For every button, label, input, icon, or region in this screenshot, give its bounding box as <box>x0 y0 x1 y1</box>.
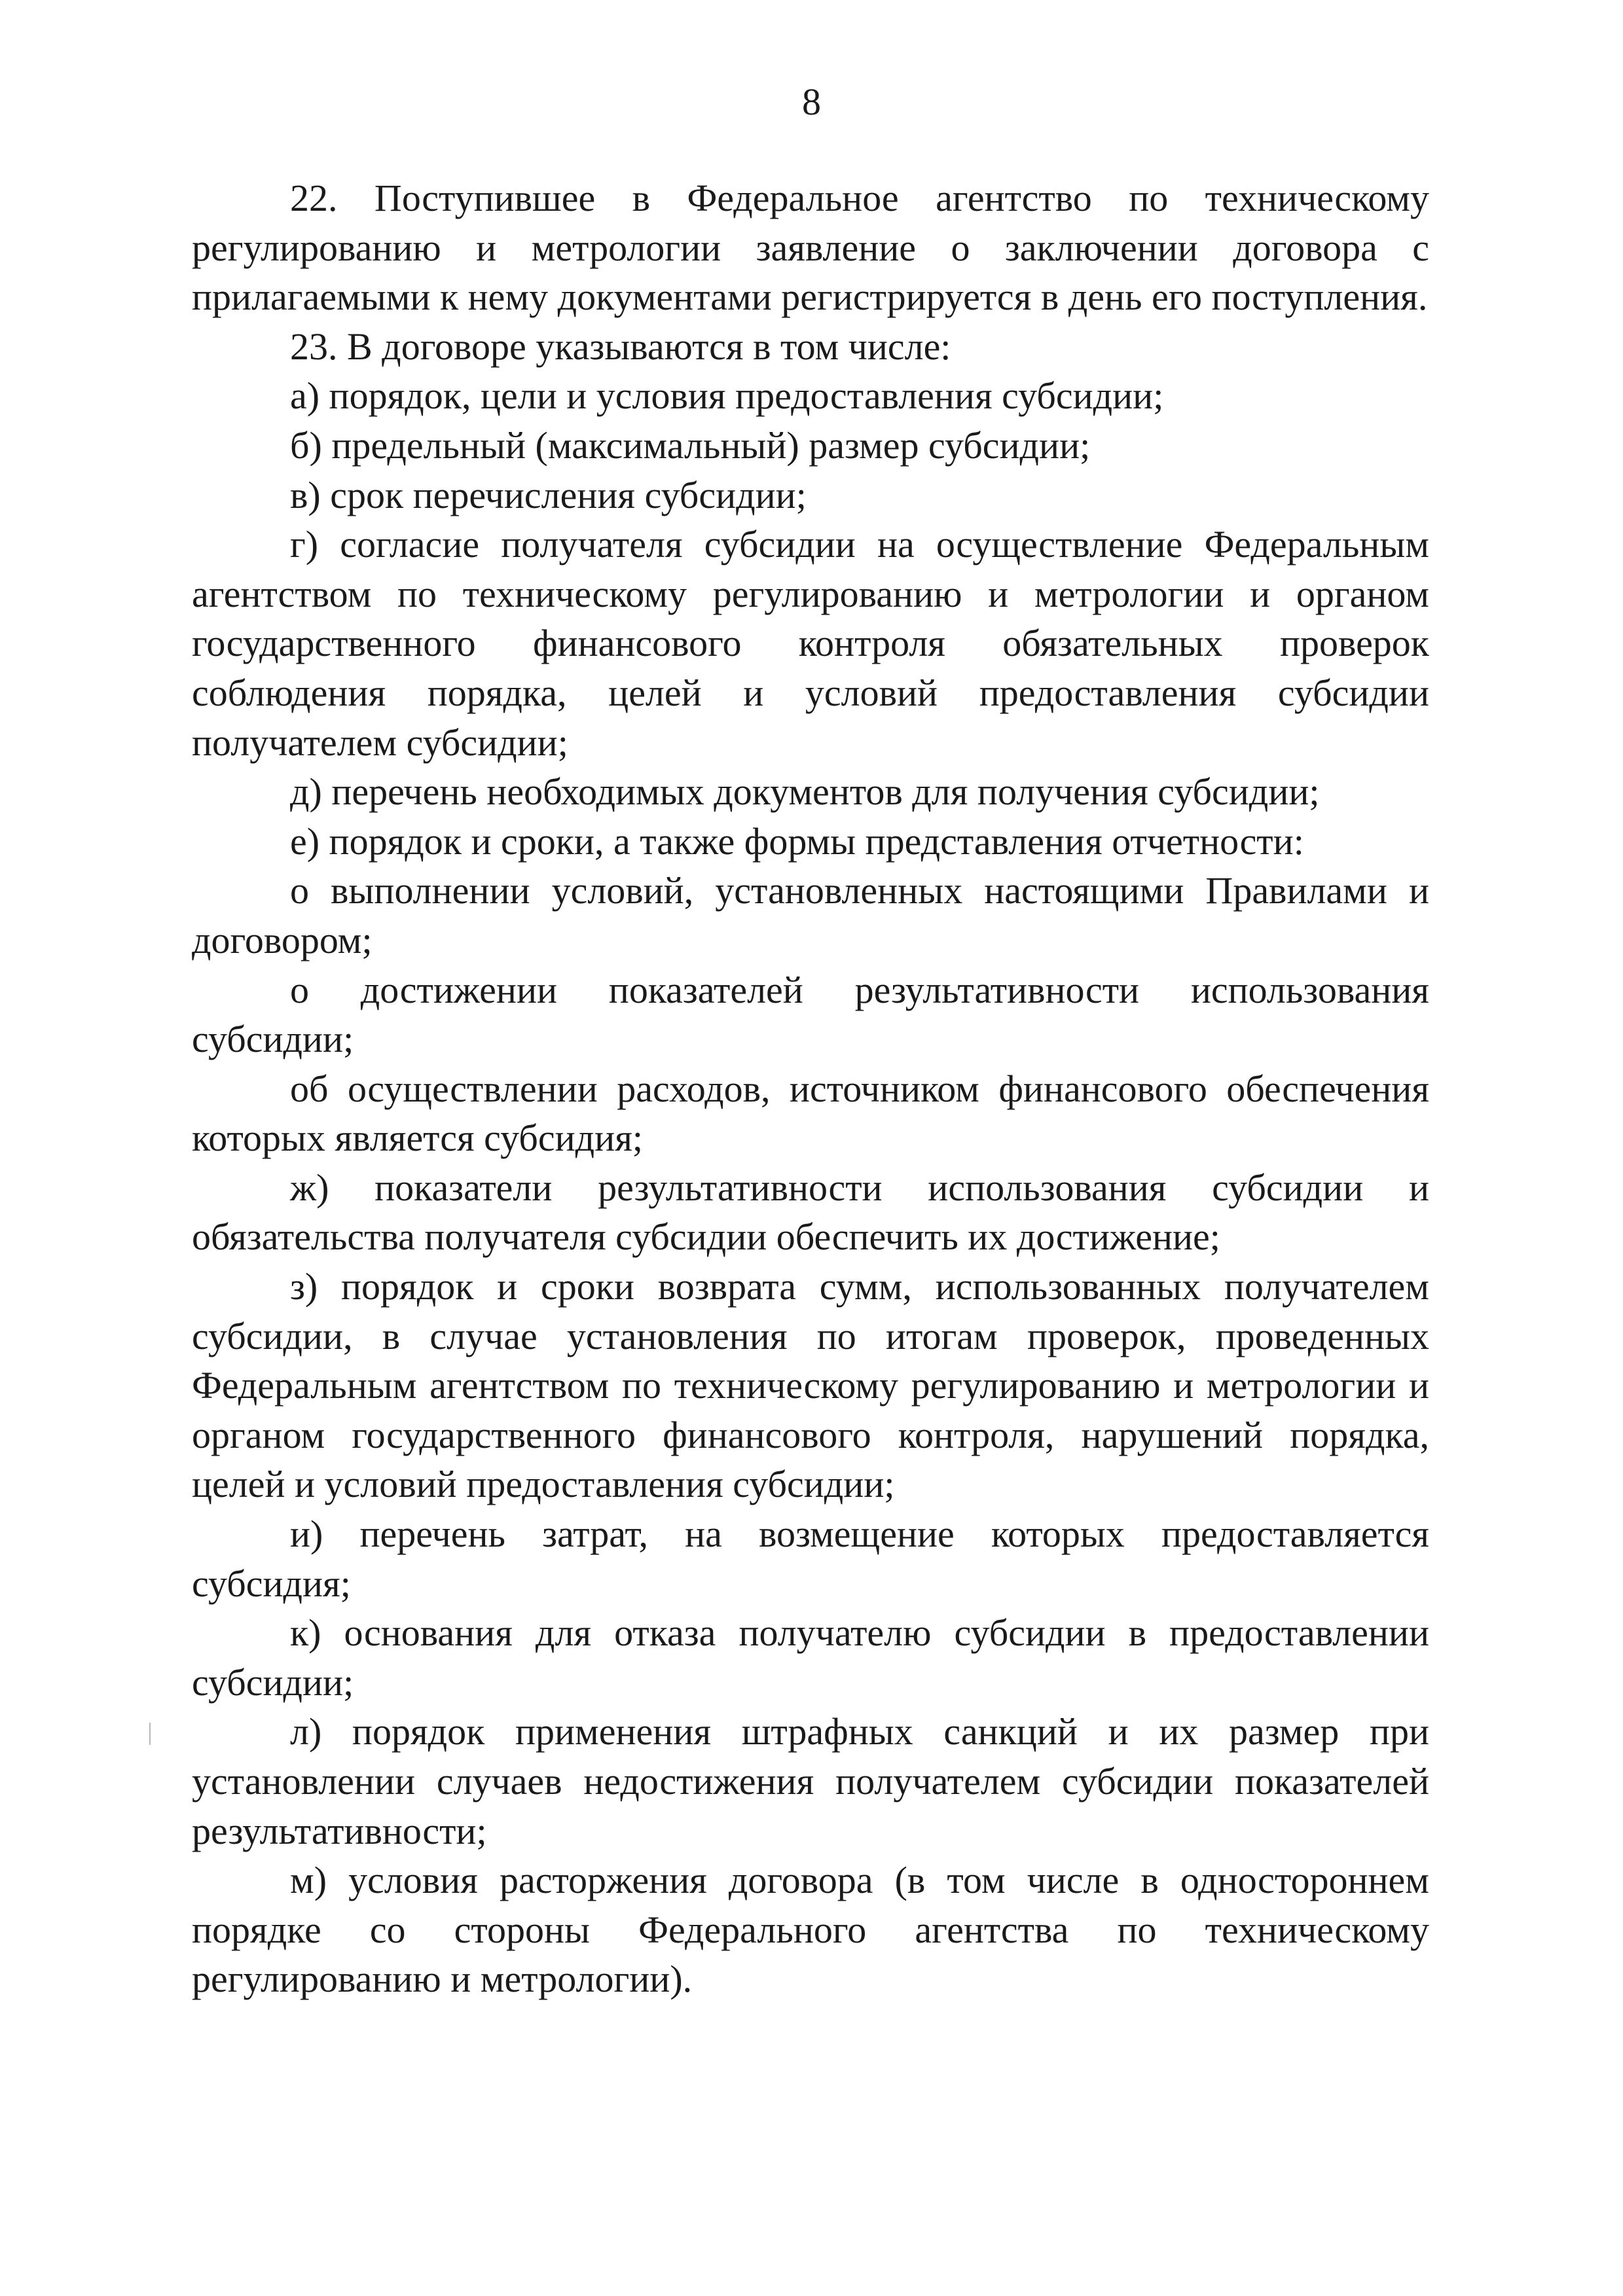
list-item-b: б) предельный (максимальный) размер субсидии; <box>290 423 1091 467</box>
list-item-e: е) порядок и сроки, а также формы представления отчетности: <box>290 819 1304 863</box>
sub-item-indicators: о достижении показателей результативности использования субсидии; <box>192 968 1429 1061</box>
document-body <box>192 173 1429 2004</box>
list-item-a: а) порядок, цели и условия предоставления субсидии; <box>290 374 1164 418</box>
sub-item-conditions: о выполнении условий, установленных настоящими Правилами и договором; <box>192 869 1429 961</box>
sub-item-expenses: об осуществлении расходов, источником финансового обеспечения которых является субсидия; <box>192 1067 1429 1160</box>
list-item-z: з) порядок и сроки возврата сумм, использованных получателем субсидии, в случае установления по итогам проверок, проведенных Федеральным агентством по техническому регулированию и метрологии и органом государственного финансового контроля, нарушений порядка, целей и условий предоставления субсидии; <box>192 1265 1429 1506</box>
paragraph-23: 23. В договоре указываются в том числе: <box>290 325 951 368</box>
scan-artifact-mark <box>149 1723 151 1745</box>
page-number: 8 <box>802 81 821 123</box>
list-item-zh: ж) показатели результативности использования субсидии и обязательства получателя субсидии обеспечить их достижение; <box>192 1166 1429 1259</box>
list-item-k: к) основания для отказа получателю субсидии в предоставлении субсидии; <box>192 1611 1429 1704</box>
list-item-d: д) перечень необходимых документов для получения субсидии; <box>290 770 1320 814</box>
list-item-g: г) согласие получателя субсидии на осуществление Федеральным агентством по техническому регулированию и метрологии и органом государственного финансового контроля обязательных проверок соблюдения порядка, целей и условий предоставления субсидии получателем субсидии; <box>192 523 1429 764</box>
list-item-i: и) перечень затрат, на возмещение которых предоставляется субсидия; <box>192 1513 1429 1605</box>
list-item-l: л) порядок применения штрафных санкций и их размер при установлении случаев недостижения получателем субсидии показателей результативности; <box>192 1710 1429 1852</box>
list-item-v: в) срок перечисления субсидии; <box>290 473 807 516</box>
paragraph-22: 22. Поступившее в Федеральное агентство по техническому регулированию и метрологии заявление о заключении договора с прилагаемыми к нему документами регистрируется в день его поступления. <box>192 177 1429 319</box>
list-item-m: м) условия расторжения договора (в том числе в одностороннем порядке со стороны Федерального агентства по техническому регулированию и метрологии). <box>192 1859 1429 2001</box>
